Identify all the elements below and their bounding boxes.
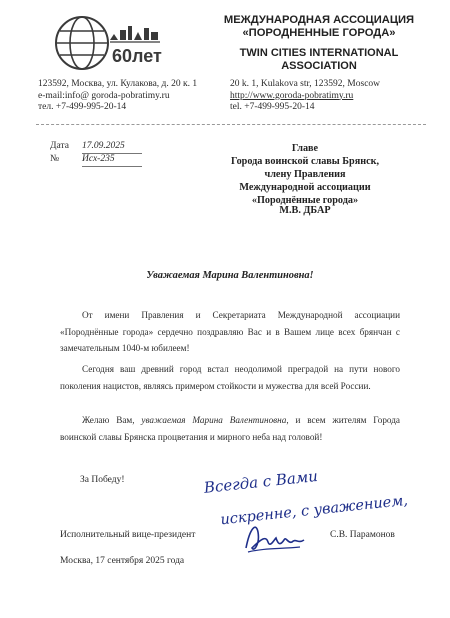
association-logo (48, 14, 168, 72)
addressee-line2: Города воинской славы Брянск, (230, 156, 380, 167)
logo-60-years-text: 60лет (112, 46, 162, 66)
paragraph-3-italic-name: уважаемая Марина Валентиновна (141, 415, 287, 425)
date-label: Дата (50, 141, 69, 151)
signer-position: Исполнительный вице-президент (60, 530, 196, 540)
org-name-en-line2: ASSOCIATION (281, 60, 357, 72)
header-divider (36, 124, 426, 125)
paragraph-1-text: От имени Правления и Секретариата Международной ассоциации «Породнённые города» сердечно поздравляю Вас и в Вашем лице всех брянчан с замечательным 1040-м юбилеем! (60, 310, 400, 353)
handwritten-line2: искренне, с уважением, (219, 492, 409, 529)
place-and-date: Москва, 17 сентября 2025 года (60, 556, 185, 566)
paragraph-3-text (60, 412, 400, 445)
address-en (230, 79, 420, 114)
addressee-block (200, 142, 410, 207)
date-row (50, 140, 142, 154)
body-paragraph-2 (60, 361, 400, 394)
address-ru-email[interactable]: e-mail:info@ goroda-pobratimy.ru (38, 90, 170, 101)
number-value: Исх-235 (82, 153, 142, 167)
paragraph-2-text: Сегодня ваш древний город встал неодолимой преградой на пути нового поколения нацистов, являясь примером стойкости и мужества для всей России. (60, 364, 400, 391)
globe-logo-icon (48, 14, 168, 72)
body-paragraph-3 (60, 412, 400, 445)
website-link[interactable]: http://www.goroda-pobratimy.ru (230, 90, 354, 101)
paragraph-3-start: Желаю Вам, (82, 415, 142, 425)
address-ru-phone: тел. +7-499-995-20-14 (38, 102, 127, 112)
org-name-en-line1: TWIN CITIES INTERNATIONAL (239, 47, 399, 59)
addressee-name: М.В. ДБАР (279, 205, 331, 216)
salutation: Уважаемая Марина Валентиновна! (146, 270, 314, 281)
addressee-line3: члену Правления (264, 169, 346, 180)
org-name-ru (204, 14, 434, 40)
org-name-ru-line1: МЕЖДУНАРОДНАЯ АССОЦИАЦИЯ (223, 14, 415, 26)
address-ru-street: 123592, Москва, ул. Кулакова, д. 20 к. 1 (38, 79, 198, 89)
date-value: 17.09.2025 (82, 140, 142, 154)
address-en-phone: tel. +7-499-995-20-14 (230, 102, 315, 112)
closing-line: За Победу! (80, 475, 125, 485)
addressee-line4: Международной ассоциации (239, 182, 371, 193)
address-en-street: 20 k. 1, Kulakova str, 123592, Moscow (230, 79, 381, 89)
body-paragraph-1 (60, 307, 400, 357)
signature (240, 518, 310, 558)
paragraph-3-end: , и всем жителям Города воинской славы Брянска процветания и мирного неба над головой! (60, 415, 401, 442)
addressee-line1: Главе (291, 143, 319, 154)
handwritten-line1: Всегда с Вами (203, 466, 319, 497)
addressee-line5: «Породнённые города» (251, 195, 359, 206)
number-label: № (50, 154, 60, 164)
address-ru (38, 79, 213, 114)
org-name-ru-line2: «ПОРОДНЕННЫЕ ГОРОДА» (242, 27, 396, 39)
signer-name: С.В. Парамонов (330, 530, 395, 540)
org-name-en (204, 47, 434, 73)
number-row (50, 153, 142, 167)
signature-icon (240, 518, 310, 558)
